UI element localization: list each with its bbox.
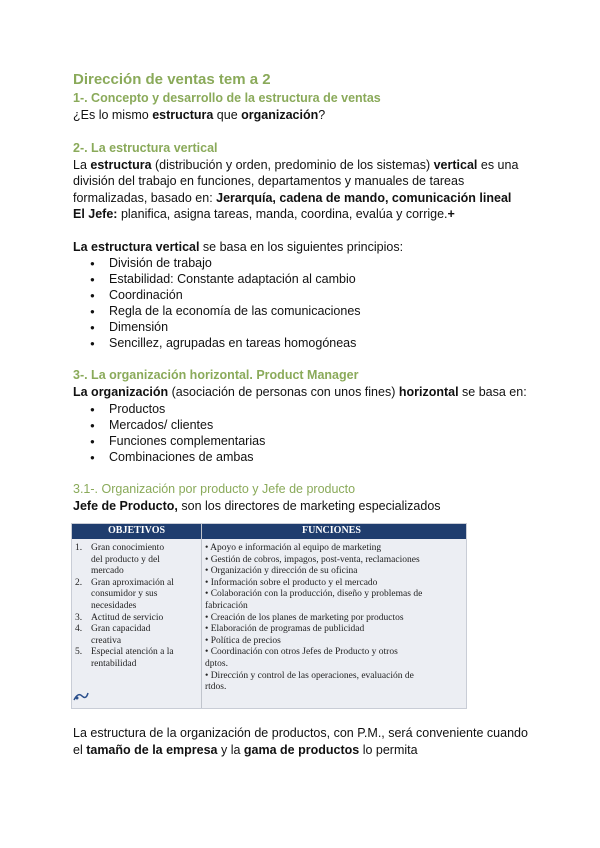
closing-paragraph: La estructura de la organización de productos, con P.M., será conveniente cuando el tamaño de la empresa y la gama de productos lo permita [73, 726, 528, 757]
objetivos-column [75, 543, 200, 671]
table-row: 1. Gran conocimiento del producto y del mercado [75, 543, 165, 577]
funciones-column [205, 543, 463, 694]
col-objetivos-header: OBJETIVOS [108, 525, 166, 536]
table-row: 3. Actitud de servicio [75, 612, 164, 623]
table-row: • Organización y dirección de su oficina [205, 566, 358, 577]
list-item: ● Combinaciones de ambas [109, 449, 533, 465]
table-row: • Coordinación con otros Jefes de Producto y otros [205, 647, 398, 658]
document-body [73, 70, 533, 514]
table-row: • Información sobre el producto y el mercado [205, 577, 378, 588]
section-2-paragraph: La estructura (distribución y orden, predominio de los sistemas) vertical es una división del trabajo en funciones, departamentos y manuales de tareas formalizadas, basado en: Jerarquía, cadena de mando, comunicación lineal [73, 157, 519, 205]
section-1-heading: 1-. Concepto y desarrollo de la estructura de ventas [73, 91, 381, 105]
list-item: ● Coordinación [109, 287, 533, 303]
table-header [72, 524, 466, 539]
table-row: • Dirección y control de las operaciones, evaluación de [205, 670, 414, 681]
principles-intro: La estructura vertical se basa en los siguientes principios: [73, 239, 404, 254]
table-row: • Apoyo e información al equipo de marketing [205, 543, 382, 553]
table-row: 2. Gran aproximación al consumidor y sus necesidades [75, 577, 174, 611]
table-row: • Elaboración de programas de publicidad [205, 624, 365, 635]
section-3-heading: 3-. La organización horizontal. Product Manager [73, 368, 359, 382]
section-1-question: ¿Es lo mismo estructura que organización? [73, 108, 326, 122]
doc-title: Dirección de ventas tem a 2 [73, 71, 271, 88]
table-row: fabricación [205, 600, 248, 611]
jefe-line: El Jefe: planifica, asigna tareas, manda, coordina, evalúa y corrige.+ [73, 207, 455, 221]
horizontal-list [73, 401, 533, 465]
list-item: ● Mercados/ clientes [109, 417, 533, 433]
table-row: rtdos. [205, 682, 227, 693]
table-row: 5. Especial atención a la rentabilidad [75, 647, 174, 669]
section-3-1-paragraph: Jefe de Producto, son los directores de marketing especializados [73, 498, 441, 513]
table-row: • Creación de los planes de marketing por productos [205, 612, 404, 623]
section-3-paragraph: La organización (asociación de personas con unos fines) horizontal se basa en: [73, 385, 527, 399]
list-item: ● División de trabajo [109, 255, 533, 271]
table-row: 4. Gran capacidad creativa [75, 624, 151, 646]
list-item: ● Regla de la economía de las comunicaciones [109, 303, 533, 319]
objectives-functions-table [71, 523, 467, 709]
section-2-heading: 2-. La estructura vertical [73, 140, 218, 155]
section-3-1-heading: 3.1-. Organización por producto y Jefe de producto [73, 481, 356, 496]
list-item: ● Dimensión [109, 319, 533, 335]
logo-icon [73, 690, 89, 702]
list-item: ● Funciones complementarias [109, 433, 533, 449]
list-item: ● Estabilidad: Constante adaptación al cambio [109, 271, 533, 287]
col-funciones-header: FUNCIONES [302, 525, 361, 536]
table-row: • Política de precios [205, 635, 281, 646]
principles-list [73, 255, 533, 351]
table-row: • Colaboración con la producción, diseño y problemas de [205, 589, 423, 600]
list-item: ● Sencillez, agrupadas en tareas homogóneas [109, 335, 533, 351]
table-row: • Gestión de cobros, impagos, post-venta, reclamaciones [205, 554, 420, 565]
list-item: ● Productos [109, 401, 533, 417]
table-row: dptos. [205, 658, 228, 669]
